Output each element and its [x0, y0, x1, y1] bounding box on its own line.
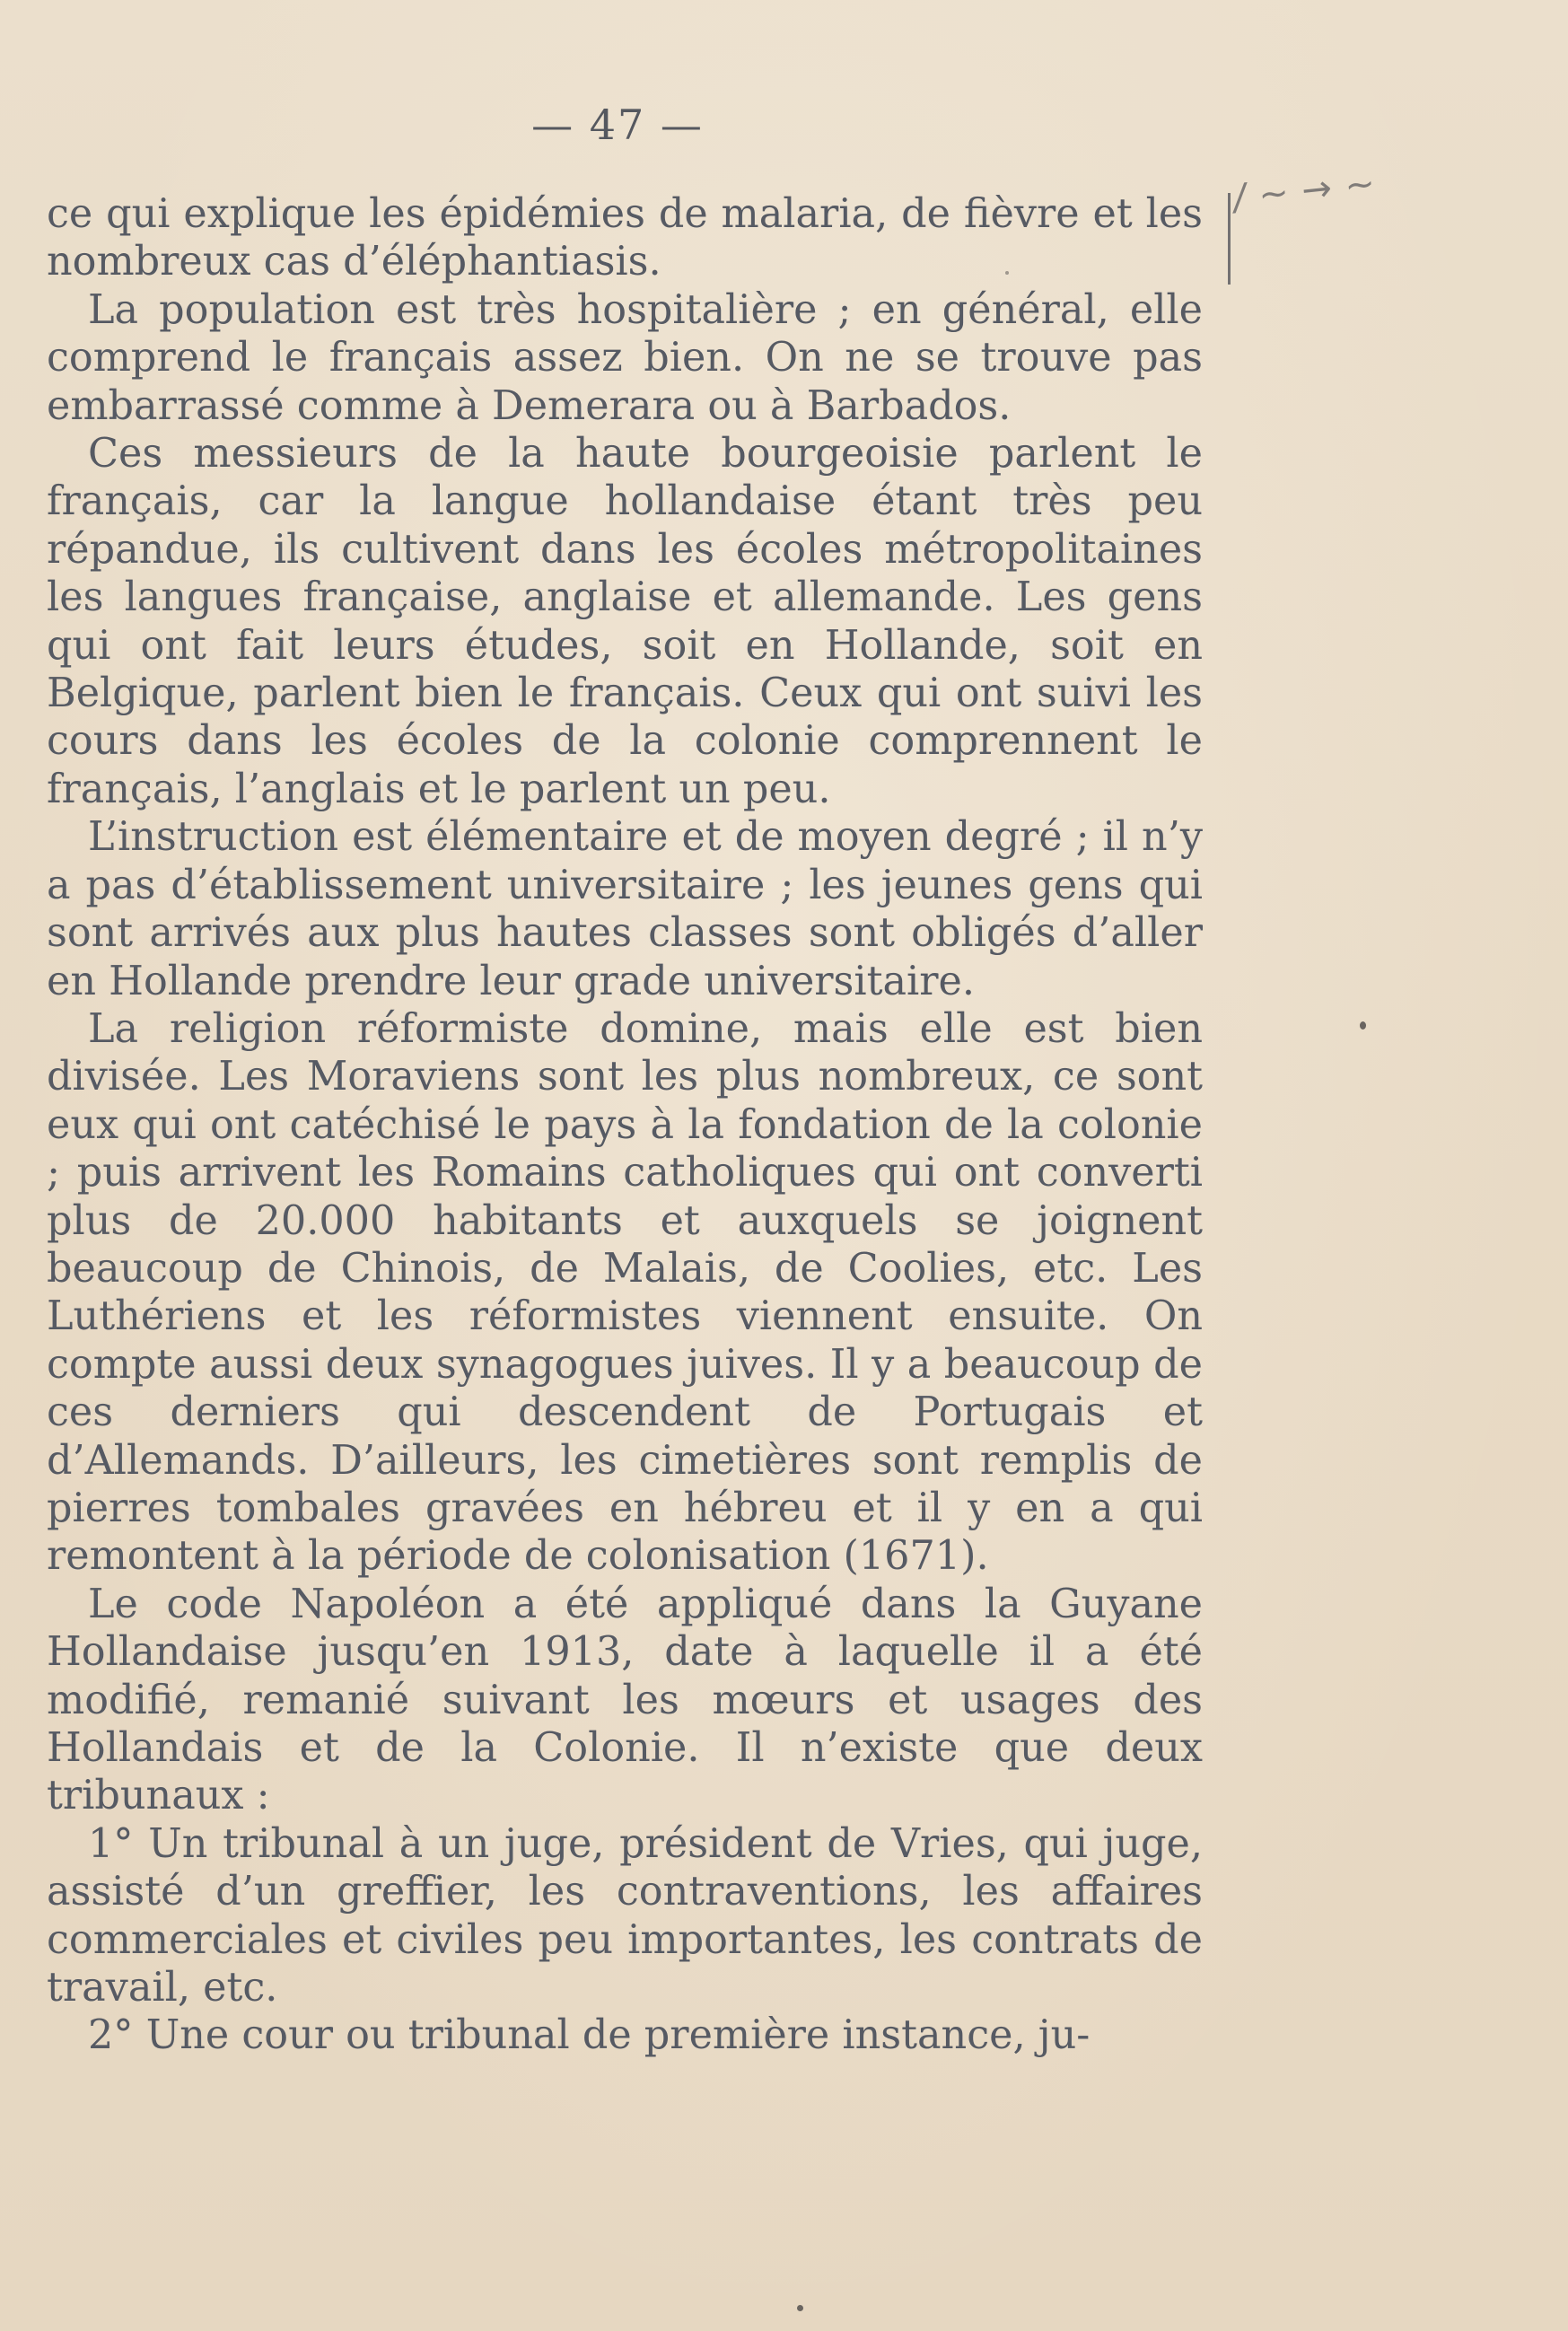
paragraph-instruction: L’instruction est élémentaire et de moyen degré ; il n’y a pas d’établissement universitaire ; les jeunes gens qui sont arrivés aux plus hautes classes sont obligés d’aller en Hollande prendre leur grade universitaire. — [47, 814, 1203, 1004]
paragraph-tribunal-2: 2° Une cour ou tribunal de première instance, ju- — [88, 2012, 1091, 2059]
paragraph-population: La population est très hospitalière ; en général, elle comprend le français assez bien. On ne se trouve pas embarrassé comme à Demerara ou à Barbados. — [47, 286, 1203, 429]
paper-speck — [1005, 271, 1009, 275]
paragraph-bourgeoisie: Ces messieurs de la haute bourgeoisie parlent le français, car la langue hollandaise étant très peu répandue, ils cultivent dans les écoles métropolitaines les langues française, anglaise et allemande. Les gens qui ont fait leurs études, soit en Hollande, soit en Belgique, parlent bien le français. Ceux qui ont suivi les cours dans les écoles de la colonie comprennent le français, l’anglais et le parlent un peu. — [47, 431, 1203, 812]
paragraph-religion: La religion réformiste domine, mais elle est bien divisée. Les Moraviens sont les plus nombreux, ce sont eux qui ont catéchisé le pays à la fondation de la colonie ; puis arrivent les Romains catholiques qui ont converti plus de 20.000 habitants et auxquels se joignent beaucoup de Chinois, de Malais, de Coolies, etc. Les Luthériens et les réformistes viennent ensuite. On compte aussi deux synagogues juives. Il y a beaucoup de ces derniers qui descendent de Portugais et d’Allemands. D’ailleurs, les cimetières sont remplis de pierres tombales gravées en hébreu et il y en a qui remontent à la période de colonisation (1671). — [47, 1005, 1203, 1580]
page-number: — 47 — — [531, 101, 704, 149]
paper-speck — [797, 2305, 803, 2311]
paper-speck — [1360, 1021, 1366, 1030]
body-text — [47, 190, 1203, 2060]
paragraph-code-napoleon: Le code Napoléon a été appliqué dans la Guyane Hollandaise jusqu’en 1913, date à laquelle il a été modifié, remanié suivant les mœurs et usages des Hollandais et de la Colonie. Il n’existe que deux tribunaux : — [47, 1581, 1203, 1819]
paragraph-tribunal-1: 1° Un tribunal à un juge, président de Vries, qui juge, assisté d’un greffier, les contraventions, les affaires commerciales et civiles peu importantes, les contrats de travail, etc. — [47, 1820, 1203, 2011]
margin-mark — [1228, 193, 1231, 285]
handwritten-margin-note: / ~ → ~ — [1231, 162, 1379, 219]
paragraph-malaria: ce qui explique les épidémies de malaria, de fièvre et les nombreux cas d’éléphantiasis. — [47, 191, 1203, 285]
